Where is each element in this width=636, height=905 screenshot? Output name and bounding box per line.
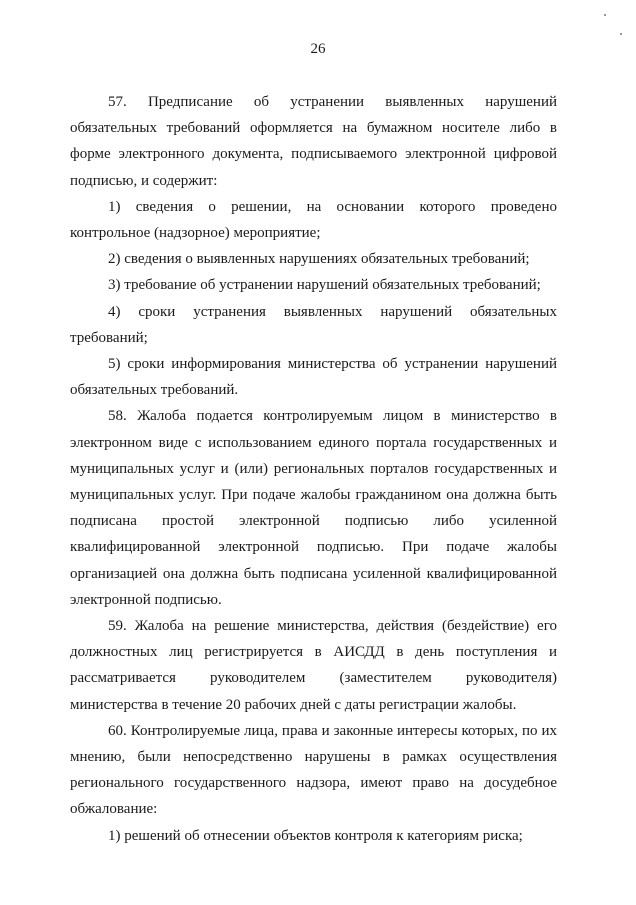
list-item-1: 1) сведения о решении, на основании которого проведено контрольное (надзорное) мероприятие; (70, 198, 557, 242)
paragraph-60: 60. Контролируемые лица, права и законные интересы которых, по их мнению, были непосредственно нарушены в рамках осуществления регионального государственного надзора, имеют право на досудебное обжалование: (70, 722, 557, 818)
paragraph-59: 59. Жалоба на решение министерства, действия (бездействие) его должностных лиц регистрируется в АИСДД в день поступления и рассматривается руководителем (заместителем руководителя) министерства в течение 20 рабочих дней с даты регистрации жалобы. (70, 618, 557, 713)
list-item-6: 1) решений об отнесении объектов контроля к категориям риска; (108, 827, 523, 844)
list-item-4: 4) сроки устранения выявленных нарушений обязательных требований; (70, 303, 557, 346)
list-item-3: 3) требование об устранении нарушений обязательных требований; (108, 277, 541, 294)
list-item-2: 2) сведения о выявленных нарушениях обязательных требований; (108, 251, 530, 268)
document-body (70, 89, 557, 849)
paragraph-58: 58. Жалоба подается контролируемым лицом в министерство в электронном виде с использованием единого портала государственных и муниципальных услуг и (или) региональных порталов государственных и муниципальных услуг. При подаче жалобы гражданином она должна быть подписана простой электронной подписью либо усиленной квалифицированной электронной подписью. При подаче жалобы организацией она должна быть подписана усиленной квалифицированной электронной подписью. (70, 408, 557, 608)
scan-speck (604, 14, 606, 16)
scan-speck (620, 33, 622, 35)
page-number: 26 (310, 41, 326, 57)
paragraph-57: 57. Предписание об устранении выявленных нарушений обязательных требований оформляется на бумажном носителе либо в форме электронного документа, подписываемого электронной цифровой подписью, и содержит: (70, 94, 557, 189)
list-item-5: 5) сроки информирования министерства об устранении нарушений обязательных требований. (70, 356, 557, 399)
